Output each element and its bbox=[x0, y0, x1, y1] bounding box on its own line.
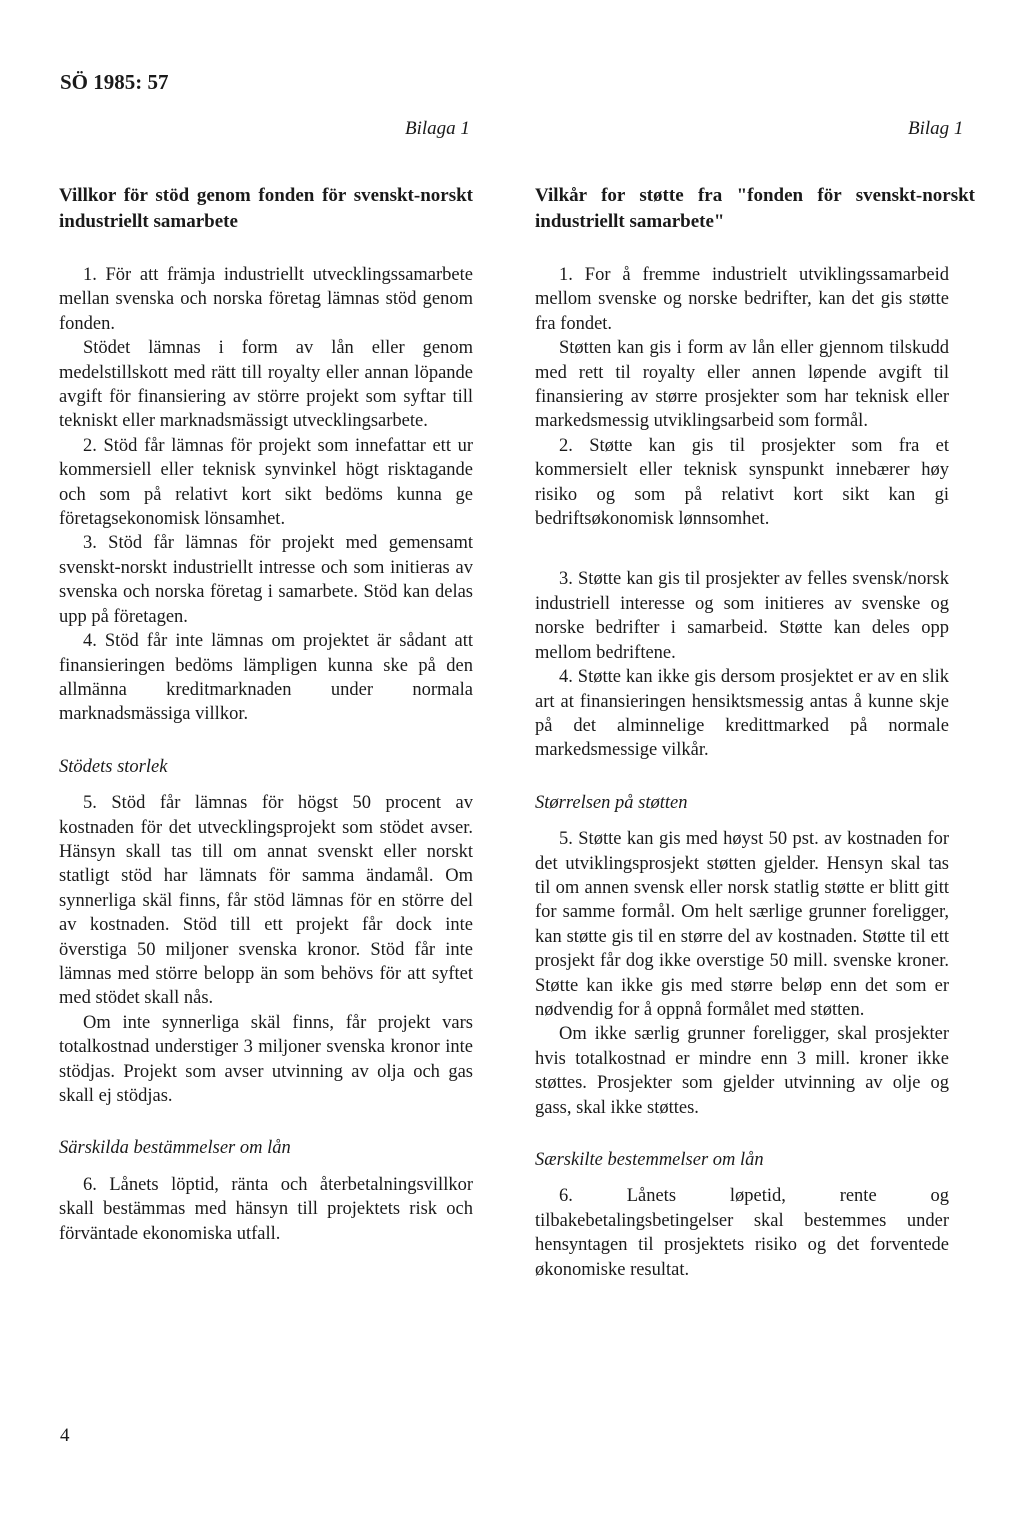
right-paragraph-3: 3. Støtte kan gis til prosjekter av felles svensk/norsk industriell interesse og som initieres av svenske og norske bedrifter i samarbeid. Støtte kan deles opp mellom bedriftene. bbox=[535, 569, 949, 663]
spacer bbox=[535, 1120, 949, 1148]
spacer bbox=[59, 779, 473, 791]
right-column-norwegian bbox=[535, 263, 949, 1282]
right-paragraph-2: 2. Støtte kan gis til prosjekter som fra et kommersielt eller teknisk synspunkt innebærer høy risiko og som på relativt kort sikt kan gi bedriftsøkonomisk lønnsomhet. bbox=[535, 435, 949, 530]
left-column-swedish bbox=[59, 263, 473, 1246]
left-section-title: Villkor för stöd genom fonden för svenskt-norskt industriellt samarbete bbox=[59, 185, 473, 232]
left-paragraph-5b: Om inte synnerliga skäl finns, får projekt vars totalkostnad understiger 3 miljoner svenska kronor inte stödjas. Projekt som avser utvinning av olja och gas skall ej stödjas. bbox=[59, 1012, 473, 1106]
spacer bbox=[535, 531, 949, 567]
right-heading-block bbox=[535, 183, 975, 235]
right-paragraph-5b: Om ikke særlig grunner foreligger, skal prosjekter hvis totalkostnad er mindre enn 3 mill. kroner ikke støttes. Prosjekter som gjelder utvinning av olje og gass, skal ikke støttes. bbox=[535, 1024, 949, 1118]
right-paragraph-5: 5. Støtte kan gis med høyst 50 pst. av kostnaden for det utviklingsprosjekt støtten gjelder. Hensyn skal tas til om annen svensk eller norsk statlig støtte er blitt gitt for samme formål. Om helt særlige grunner foreligger, kan støtte gis til en større del av kostnaden. Støtte til ett prosjekt får dog ikke overstige 50 mill. svenske kroner. Støtte kan ikke gis med større beløp enn det som er nødvendig for å oppnå formålet med støtten. bbox=[535, 829, 949, 1020]
spacer bbox=[535, 1172, 949, 1184]
spacer bbox=[59, 727, 473, 755]
left-paragraph-1: 1. För att främja industriellt utvecklingssamarbete mellan svenska och norska företag lämnas stöd genom fonden. bbox=[59, 265, 473, 334]
right-paragraph-1b: Støtten kan gis i form av lån eller gjennom tilskudd med rett til royalty eller annen løpende avgift til finansiering av større prosjekter som har teknisk eller markedsmessig utviklingsarbeid som formål. bbox=[535, 338, 949, 432]
left-subheading-size: Stödets storlek bbox=[59, 756, 168, 777]
document-series-number: SÖ 1985: 57 bbox=[60, 70, 169, 94]
spacer bbox=[535, 815, 949, 827]
right-section-title: Vilkår for støtte fra "fonden för svenskt-norskt industriellt samarbete" bbox=[535, 185, 975, 232]
left-paragraph-1b: Stödet lämnas i form av lån eller genom medelstillskott med rätt till royalty eller annan löpande avgift för finansiering av större projekt som syftar till tekniskt eller marknadsmässigt utvecklingsarbete. bbox=[59, 338, 473, 432]
right-paragraph-1: 1. For å fremme industrielt utviklingssamarbeid mellom svenske og norske bedrifter, kan det gis støtte fra fondet. bbox=[535, 265, 949, 334]
right-paragraph-4: 4. Støtte kan ikke gis dersom prosjektet er av en slik art at finansieringen hensiktsmessig antas å kunne skje på det alminnelige kredittmarked på normale markedsmessige vilkår. bbox=[535, 667, 949, 761]
page-number: 4 bbox=[60, 1425, 70, 1446]
left-subheading-loans: Särskilda bestämmelser om lån bbox=[59, 1138, 291, 1159]
left-paragraph-2: 2. Stöd får lämnas för projekt som innefattar ett ur kommersiell eller teknisk synvinkel högt risktagande och som på relativt kort sikt bedöms kunna ge företagsekonomisk lönsamhet. bbox=[59, 435, 473, 530]
left-heading-block bbox=[59, 183, 473, 235]
right-subheading-loans: Særskilte bestemmelser om lån bbox=[535, 1150, 764, 1170]
left-paragraph-4: 4. Stöd får inte lämnas om projektet är sådant att finansieringen bedöms lämpligen kunna ske på den allmänna kreditmarknaden under normala marknadsmässiga villkor. bbox=[59, 631, 473, 725]
left-paragraph-5: 5. Stöd får lämnas för högst 50 procent av kostnaden för det utvecklingsprojekt som stödet avser. Hänsyn skall tas till om annat svenskt eller norskt statligt stöd har lämnats för samma ändamål. Om synnerliga skäl finns, får stöd lämnas för en större del av kostnaden. Stöd till ett projekt får dock inte överstiga 50 miljoner svenska kronor. Stöd får inte lämnas med större belopp än som behövs för att syftet med stödet skall nås. bbox=[59, 793, 473, 1009]
spacer bbox=[59, 1161, 473, 1173]
right-subheading-size: Størrelsen på støtten bbox=[535, 792, 688, 813]
left-paragraph-6: 6. Lånets löptid, ränta och återbetalningsvillkor skall bestämmas med hänsyn till projektets risk och förväntade ekonomiska utfall. bbox=[59, 1174, 473, 1244]
left-appendix-label: Bilaga 1 bbox=[405, 118, 470, 139]
spacer bbox=[535, 763, 949, 791]
right-appendix-label: Bilag 1 bbox=[908, 118, 964, 139]
left-paragraph-3: 3. Stöd får lämnas för projekt med gemensamt svenskt-norskt industriellt intresse och som initieras av svenska och norska företag i samarbete. Stöd kan delas upp på företagen. bbox=[59, 533, 473, 627]
spacer bbox=[59, 1108, 473, 1136]
right-paragraph-6: 6. Lånets løpetid, rente og tilbakebetalingsbetingelser skal bestemmes under hensyntagen til prosjektets risiko og det forventede økonomiske resultat. bbox=[535, 1186, 949, 1280]
